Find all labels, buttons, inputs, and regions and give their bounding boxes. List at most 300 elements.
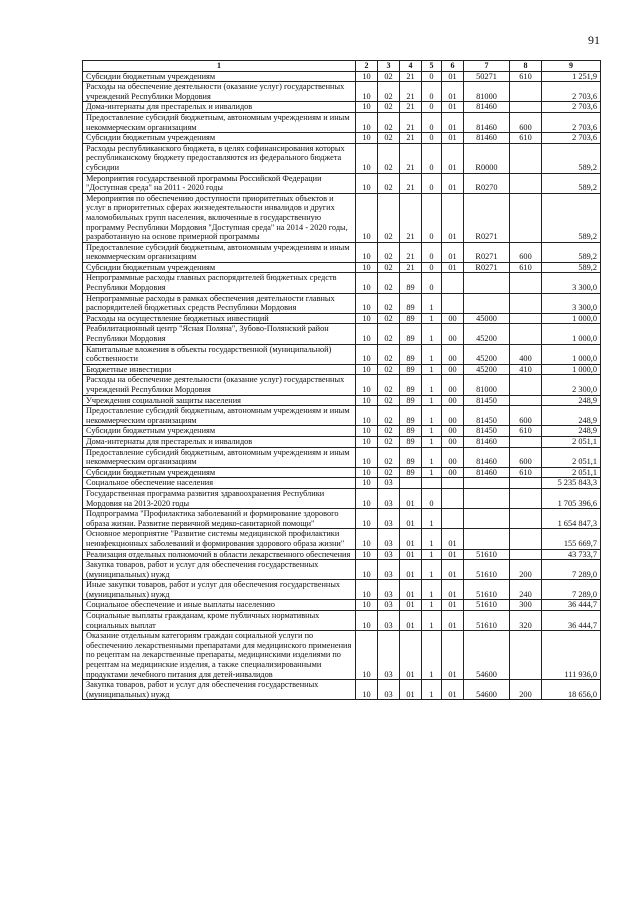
table-row	[83, 529, 601, 549]
code-program: 01	[400, 611, 422, 631]
code-subprogram: 1	[422, 631, 442, 680]
table-row	[83, 426, 601, 437]
code-subprogram: 0	[422, 82, 442, 102]
row-description: Расходы на обеспечение деятельности (оказание услуг) государственных учреждений Республики Мордовия	[83, 82, 356, 102]
code-section: 10	[356, 313, 378, 324]
code-subsection: 03	[378, 600, 400, 611]
code-program	[400, 478, 422, 489]
code-direction	[464, 273, 510, 293]
code-direction: R0271	[464, 242, 510, 262]
code-program: 01	[400, 580, 422, 600]
code-subprogram: 0	[422, 102, 442, 113]
row-description: Подпрограмма "Профилактика заболеваний и формирование здорового образа жизни. Развитие первичной медико-санитарной помощи"	[83, 509, 356, 529]
code-subsection: 03	[378, 680, 400, 700]
code-section: 10	[356, 242, 378, 262]
column-header: 6	[442, 61, 464, 72]
code-program: 21	[400, 112, 422, 132]
table-row	[83, 600, 601, 611]
code-event: 01	[442, 580, 464, 600]
code-section: 10	[356, 549, 378, 560]
column-header: 7	[464, 61, 510, 72]
table-row	[83, 102, 601, 113]
code-event: 00	[442, 344, 464, 364]
table-row	[83, 447, 601, 467]
code-subsection: 02	[378, 395, 400, 406]
code-section: 10	[356, 478, 378, 489]
code-subsection: 02	[378, 273, 400, 293]
code-event: 01	[442, 529, 464, 549]
page-number: 91	[588, 33, 600, 47]
code-expense-type	[510, 529, 542, 549]
code-subprogram: 0	[422, 173, 442, 193]
row-description: Социальные выплаты гражданам, кроме публичных нормативных социальных выплат	[83, 611, 356, 631]
code-event	[442, 293, 464, 313]
code-subsection: 02	[378, 82, 400, 102]
code-subsection: 02	[378, 133, 400, 144]
row-amount: 589,2	[542, 143, 601, 173]
code-subprogram: 0	[422, 242, 442, 262]
row-description: Субсидии бюджетным учреждениям	[83, 426, 356, 437]
code-section: 10	[356, 102, 378, 113]
row-amount: 1 654 847,3	[542, 509, 601, 529]
code-direction: 81460	[464, 133, 510, 144]
code-direction: R0271	[464, 193, 510, 242]
code-event	[442, 509, 464, 529]
code-expense-type	[510, 324, 542, 344]
code-program: 01	[400, 631, 422, 680]
table-row	[83, 71, 601, 82]
code-direction: R0000	[464, 143, 510, 173]
code-event: 00	[442, 426, 464, 437]
table-row	[83, 375, 601, 395]
code-section: 10	[356, 436, 378, 447]
code-section: 10	[356, 406, 378, 426]
code-subsection: 03	[378, 478, 400, 489]
code-program: 01	[400, 549, 422, 560]
column-header: 4	[400, 61, 422, 72]
code-event: 01	[442, 560, 464, 580]
code-direction: 51610	[464, 600, 510, 611]
code-subsection: 03	[378, 529, 400, 549]
code-expense-type: 240	[510, 580, 542, 600]
code-subsection: 02	[378, 467, 400, 478]
code-section: 10	[356, 273, 378, 293]
code-program: 21	[400, 173, 422, 193]
row-description: Субсидии бюджетным учреждениям	[83, 133, 356, 144]
row-amount: 1 705 396,6	[542, 488, 601, 508]
code-expense-type: 600	[510, 406, 542, 426]
code-event	[442, 273, 464, 293]
code-program: 21	[400, 262, 422, 273]
row-description: Учреждения социальной защиты населения	[83, 395, 356, 406]
code-section: 10	[356, 395, 378, 406]
code-program: 89	[400, 273, 422, 293]
column-header: 9	[542, 61, 601, 72]
code-subsection: 02	[378, 344, 400, 364]
code-expense-type: 410	[510, 364, 542, 375]
code-direction	[464, 529, 510, 549]
row-description: Оказание отдельным категориям граждан социальной услуги по обеспечению лекарственными препаратами для медицинского применения по рецептам на лекарственные препараты, медицинскими изделиями по рецептам на медицинские изделия, а также специализированными продуктами лечебного питания для детей-инвалидов	[83, 631, 356, 680]
row-description: Государственная программа развития здравоохранения Республики Мордовия на 2013-2020 годы	[83, 488, 356, 508]
row-description: Субсидии бюджетным учреждениям	[83, 262, 356, 273]
code-direction: 45200	[464, 364, 510, 375]
code-section: 10	[356, 560, 378, 580]
code-program: 01	[400, 680, 422, 700]
code-expense-type	[510, 478, 542, 489]
column-header: 5	[422, 61, 442, 72]
table-row	[83, 133, 601, 144]
row-amount: 2 703,6	[542, 112, 601, 132]
code-event: 01	[442, 133, 464, 144]
code-direction: 50271	[464, 71, 510, 82]
code-event: 01	[442, 143, 464, 173]
code-direction: 81460	[464, 467, 510, 478]
column-header: 2	[356, 61, 378, 72]
code-expense-type	[510, 273, 542, 293]
code-program: 21	[400, 193, 422, 242]
row-description: Бюджетные инвестиции	[83, 364, 356, 375]
code-subprogram: 0	[422, 193, 442, 242]
row-description: Предоставление субсидий бюджетным, автономным учреждениям и иным некоммерческим организациям	[83, 447, 356, 467]
table-row	[83, 313, 601, 324]
code-program: 21	[400, 82, 422, 102]
row-amount: 3 300,0	[542, 293, 601, 313]
code-subsection: 02	[378, 173, 400, 193]
code-subprogram: 1	[422, 560, 442, 580]
row-amount: 2 703,6	[542, 82, 601, 102]
code-event: 01	[442, 82, 464, 102]
table-row	[83, 436, 601, 447]
code-section: 10	[356, 262, 378, 273]
code-direction: 81460	[464, 436, 510, 447]
code-expense-type	[510, 549, 542, 560]
row-amount: 5 235 843,3	[542, 478, 601, 489]
code-subsection: 02	[378, 193, 400, 242]
code-subprogram: 1	[422, 406, 442, 426]
code-direction: 81460	[464, 447, 510, 467]
code-expense-type: 610	[510, 426, 542, 437]
code-subsection: 03	[378, 580, 400, 600]
code-event: 01	[442, 631, 464, 680]
code-section: 10	[356, 375, 378, 395]
row-description: Непрограммные расходы главных распорядителей бюджетных средств Республики Мордовия	[83, 273, 356, 293]
code-program: 01	[400, 509, 422, 529]
code-expense-type	[510, 395, 542, 406]
code-expense-type	[510, 313, 542, 324]
code-event: 01	[442, 242, 464, 262]
code-subprogram: 1	[422, 324, 442, 344]
code-subprogram: 1	[422, 313, 442, 324]
code-direction: 81460	[464, 102, 510, 113]
table-row	[83, 406, 601, 426]
code-subprogram: 1	[422, 611, 442, 631]
code-program: 89	[400, 364, 422, 375]
row-amount: 1 251,9	[542, 71, 601, 82]
code-direction: 81450	[464, 395, 510, 406]
code-expense-type: 600	[510, 112, 542, 132]
code-program: 89	[400, 293, 422, 313]
budget-table	[82, 60, 601, 700]
code-subprogram: 1	[422, 293, 442, 313]
row-description: Субсидии бюджетным учреждениям	[83, 71, 356, 82]
row-description: Расходы на обеспечение деятельности (оказание услуг) государственных учреждений Республики Мордовия	[83, 375, 356, 395]
code-direction: 81000	[464, 82, 510, 102]
code-program: 21	[400, 102, 422, 113]
code-expense-type: 610	[510, 467, 542, 478]
code-subprogram: 1	[422, 509, 442, 529]
code-expense-type: 600	[510, 242, 542, 262]
code-subprogram	[422, 478, 442, 489]
code-program: 89	[400, 395, 422, 406]
code-section: 10	[356, 680, 378, 700]
row-amount: 248,9	[542, 406, 601, 426]
table-body	[83, 71, 601, 700]
code-subprogram: 1	[422, 680, 442, 700]
code-event: 00	[442, 364, 464, 375]
code-section: 10	[356, 112, 378, 132]
code-direction: 81450	[464, 426, 510, 437]
table-row	[83, 293, 601, 313]
row-amount: 2 051,1	[542, 467, 601, 478]
code-event: 01	[442, 173, 464, 193]
code-subsection: 03	[378, 560, 400, 580]
column-header: 3	[378, 61, 400, 72]
row-amount: 248,9	[542, 395, 601, 406]
code-section: 10	[356, 600, 378, 611]
code-subsection: 02	[378, 324, 400, 344]
code-program: 21	[400, 71, 422, 82]
row-amount: 589,2	[542, 242, 601, 262]
code-expense-type	[510, 293, 542, 313]
code-subprogram: 1	[422, 426, 442, 437]
code-subsection: 02	[378, 242, 400, 262]
table-row	[83, 143, 601, 173]
code-expense-type: 320	[510, 611, 542, 631]
code-direction: R0271	[464, 262, 510, 273]
row-description: Предоставление субсидий бюджетным, автономным учреждениям и иным некоммерческим организациям	[83, 112, 356, 132]
code-subsection: 02	[378, 313, 400, 324]
code-subsection: 02	[378, 112, 400, 132]
row-description: Мероприятия по обеспечению доступности приоритетных объектов и услуг в приоритетных сферах жизнедеятельности инвалидов и других маломобильных групп населения, включенные в государственную программу Республики Мордовия "Доступная среда" на 2014 - 2020 годы, разработанную на основе примерной программы	[83, 193, 356, 242]
code-direction: 51610	[464, 549, 510, 560]
code-expense-type: 200	[510, 680, 542, 700]
code-subprogram: 1	[422, 600, 442, 611]
code-expense-type	[510, 509, 542, 529]
code-expense-type	[510, 102, 542, 113]
code-direction: 45000	[464, 313, 510, 324]
table-row	[83, 560, 601, 580]
row-description: Иные закупки товаров, работ и услуг для обеспечения государственных (муниципальных) нужд	[83, 580, 356, 600]
row-description: Социальное обеспечение населения	[83, 478, 356, 489]
table-row	[83, 631, 601, 680]
code-expense-type: 200	[510, 560, 542, 580]
code-direction: 54600	[464, 631, 510, 680]
code-direction: 51610	[464, 560, 510, 580]
code-subprogram: 1	[422, 436, 442, 447]
row-description: Социальное обеспечение и иные выплаты населению	[83, 600, 356, 611]
code-subsection: 02	[378, 262, 400, 273]
code-direction: 45200	[464, 344, 510, 364]
code-event: 01	[442, 611, 464, 631]
row-amount: 111 936,0	[542, 631, 601, 680]
row-amount: 589,2	[542, 173, 601, 193]
row-amount: 1 000,0	[542, 313, 601, 324]
code-subsection: 02	[378, 293, 400, 313]
row-amount: 1 000,0	[542, 324, 601, 344]
code-direction: 81000	[464, 375, 510, 395]
table-row	[83, 395, 601, 406]
code-program: 21	[400, 133, 422, 144]
code-direction	[464, 293, 510, 313]
code-subprogram: 1	[422, 447, 442, 467]
code-event	[442, 478, 464, 489]
code-subsection: 02	[378, 406, 400, 426]
code-subprogram: 1	[422, 529, 442, 549]
code-subsection: 03	[378, 611, 400, 631]
code-section: 10	[356, 580, 378, 600]
code-section: 10	[356, 71, 378, 82]
code-section: 10	[356, 324, 378, 344]
code-section: 10	[356, 344, 378, 364]
table-row	[83, 262, 601, 273]
row-description: Основное мероприятие "Развитие системы медицинской профилактики неинфекционных заболеваний и формирования здорового образа жизни"	[83, 529, 356, 549]
code-direction: 51610	[464, 611, 510, 631]
code-section: 10	[356, 133, 378, 144]
code-program: 01	[400, 600, 422, 611]
code-event: 01	[442, 262, 464, 273]
row-description: Реабилитационный центр "Ясная Поляна", Зубово-Полянский район Республики Мордовия	[83, 324, 356, 344]
code-subprogram: 1	[422, 467, 442, 478]
table-row	[83, 242, 601, 262]
code-event: 01	[442, 549, 464, 560]
code-subprogram: 1	[422, 364, 442, 375]
code-subprogram: 1	[422, 549, 442, 560]
code-expense-type: 600	[510, 447, 542, 467]
code-direction: 81460	[464, 112, 510, 132]
table-row	[83, 193, 601, 242]
row-description: Реализация отдельных полномочий в области лекарственного обеспечения	[83, 549, 356, 560]
code-expense-type: 610	[510, 133, 542, 144]
code-event: 01	[442, 600, 464, 611]
code-program: 89	[400, 447, 422, 467]
row-amount: 7 289,0	[542, 580, 601, 600]
row-amount: 18 656,0	[542, 680, 601, 700]
code-expense-type	[510, 193, 542, 242]
code-expense-type	[510, 488, 542, 508]
code-expense-type	[510, 173, 542, 193]
code-program: 01	[400, 488, 422, 508]
row-description: Закупка товаров, работ и услуг для обеспечения государственных (муниципальных) нужд	[83, 680, 356, 700]
code-program: 89	[400, 375, 422, 395]
row-description: Предоставление субсидий бюджетным, автономным учреждениям и иным некоммерческим организациям	[83, 242, 356, 262]
code-program: 89	[400, 406, 422, 426]
code-section: 10	[356, 82, 378, 102]
table-row	[83, 173, 601, 193]
code-program: 89	[400, 467, 422, 478]
row-amount: 3 300,0	[542, 273, 601, 293]
code-event: 00	[442, 324, 464, 344]
table-header-row	[83, 61, 601, 72]
table-row	[83, 680, 601, 700]
row-amount: 155 669,7	[542, 529, 601, 549]
column-header: 8	[510, 61, 542, 72]
code-subprogram: 0	[422, 488, 442, 508]
row-description: Расходы республиканского бюджета, в целях софинансирования которых республиканскому бюджету предоставляются из федерального бюджета субсидии	[83, 143, 356, 173]
row-amount: 2 703,6	[542, 102, 601, 113]
code-expense-type: 610	[510, 71, 542, 82]
code-subprogram: 1	[422, 344, 442, 364]
code-section: 10	[356, 293, 378, 313]
code-expense-type	[510, 143, 542, 173]
code-event: 01	[442, 680, 464, 700]
row-amount: 2 300,0	[542, 375, 601, 395]
table-row	[83, 549, 601, 560]
row-description: Капитальные вложения в объекты государственной (муниципальной) собственности	[83, 344, 356, 364]
code-event: 00	[442, 447, 464, 467]
code-subprogram: 1	[422, 375, 442, 395]
code-subprogram: 0	[422, 262, 442, 273]
code-event: 00	[442, 436, 464, 447]
code-event: 00	[442, 406, 464, 426]
table-row	[83, 478, 601, 489]
code-subprogram: 0	[422, 273, 442, 293]
code-event: 00	[442, 313, 464, 324]
row-amount: 36 444,7	[542, 611, 601, 631]
table-row	[83, 344, 601, 364]
code-event: 00	[442, 467, 464, 478]
row-amount: 589,2	[542, 193, 601, 242]
code-section: 10	[356, 193, 378, 242]
code-subprogram: 1	[422, 395, 442, 406]
code-subsection: 03	[378, 488, 400, 508]
table-row	[83, 82, 601, 102]
code-event	[442, 488, 464, 508]
code-subprogram: 0	[422, 143, 442, 173]
code-direction: 45200	[464, 324, 510, 344]
code-direction	[464, 478, 510, 489]
code-program: 21	[400, 242, 422, 262]
code-expense-type	[510, 375, 542, 395]
table-row	[83, 580, 601, 600]
row-amount: 1 000,0	[542, 364, 601, 375]
code-direction: 54600	[464, 680, 510, 700]
code-section: 10	[356, 529, 378, 549]
table-row	[83, 324, 601, 344]
code-program: 01	[400, 529, 422, 549]
table-row	[83, 611, 601, 631]
code-expense-type	[510, 436, 542, 447]
code-subsection: 02	[378, 102, 400, 113]
table-row	[83, 509, 601, 529]
row-description: Мероприятия государственной программы Российской Федерации "Доступная среда" на 2011 - 2020 годы	[83, 173, 356, 193]
code-program: 89	[400, 344, 422, 364]
code-expense-type: 400	[510, 344, 542, 364]
code-program: 89	[400, 426, 422, 437]
code-section: 10	[356, 488, 378, 508]
row-amount: 2 051,1	[542, 436, 601, 447]
code-subsection: 02	[378, 426, 400, 437]
table-row	[83, 488, 601, 508]
row-amount: 2 051,1	[542, 447, 601, 467]
code-subsection: 03	[378, 549, 400, 560]
code-subsection: 02	[378, 375, 400, 395]
code-event: 01	[442, 193, 464, 242]
code-direction: 81450	[464, 406, 510, 426]
row-amount: 7 289,0	[542, 560, 601, 580]
code-event: 01	[442, 71, 464, 82]
code-subsection: 02	[378, 364, 400, 375]
code-direction	[464, 509, 510, 529]
